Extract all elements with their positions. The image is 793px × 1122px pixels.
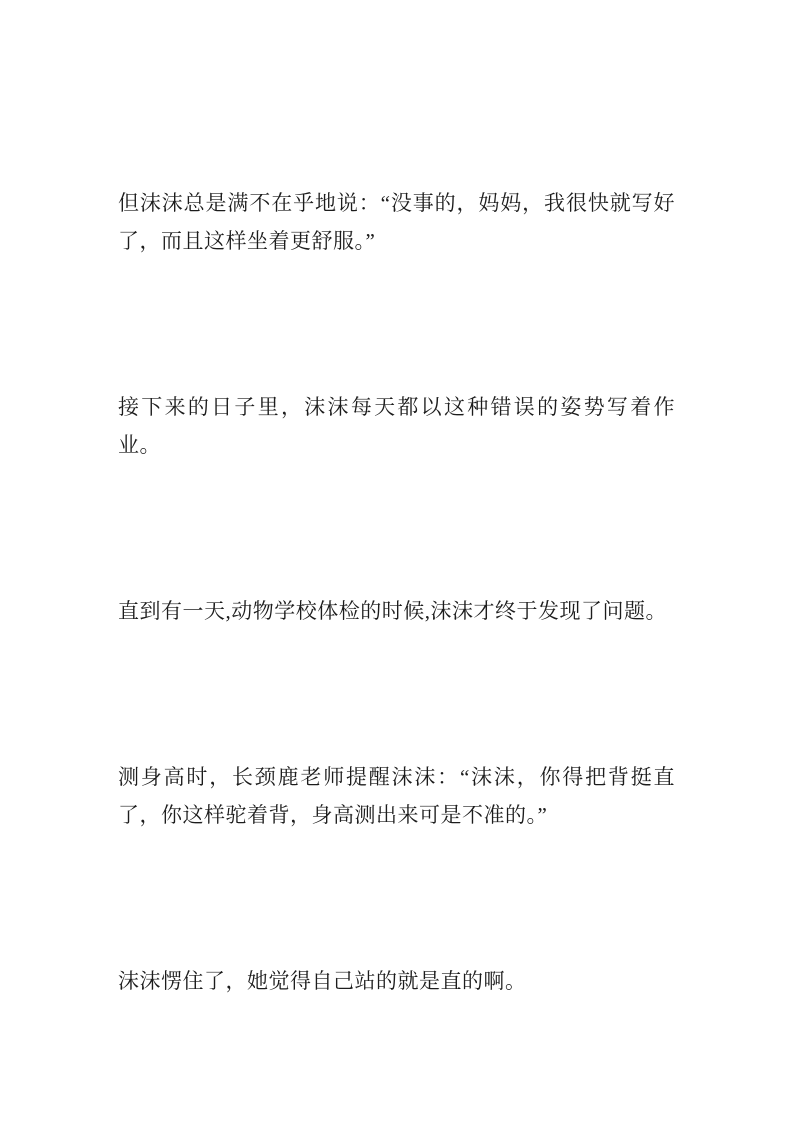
paragraph-3: 直到有一天,动物学校体检的时候,沫沫才终于发现了问题。 <box>118 599 667 623</box>
paragraph-2: 接下来的日子里，沫沫每天都以这种错误的姿势写着作业。 <box>118 395 675 457</box>
paragraph-4: 测身高时，长颈鹿老师提醒沫沫：“沫沫，你得把背挺直了，你这样驼着背，身高测出来可是不准的。” <box>118 765 675 827</box>
document-body <box>118 184 675 1000</box>
paragraph-1: 但沫沫总是满不在乎地说：“没事的，妈妈，我很快就写好了，而且这样坐着更舒服。” <box>118 191 675 253</box>
paragraph-5: 沫沫愣住了，她觉得自己站的就是直的啊。 <box>118 969 527 993</box>
